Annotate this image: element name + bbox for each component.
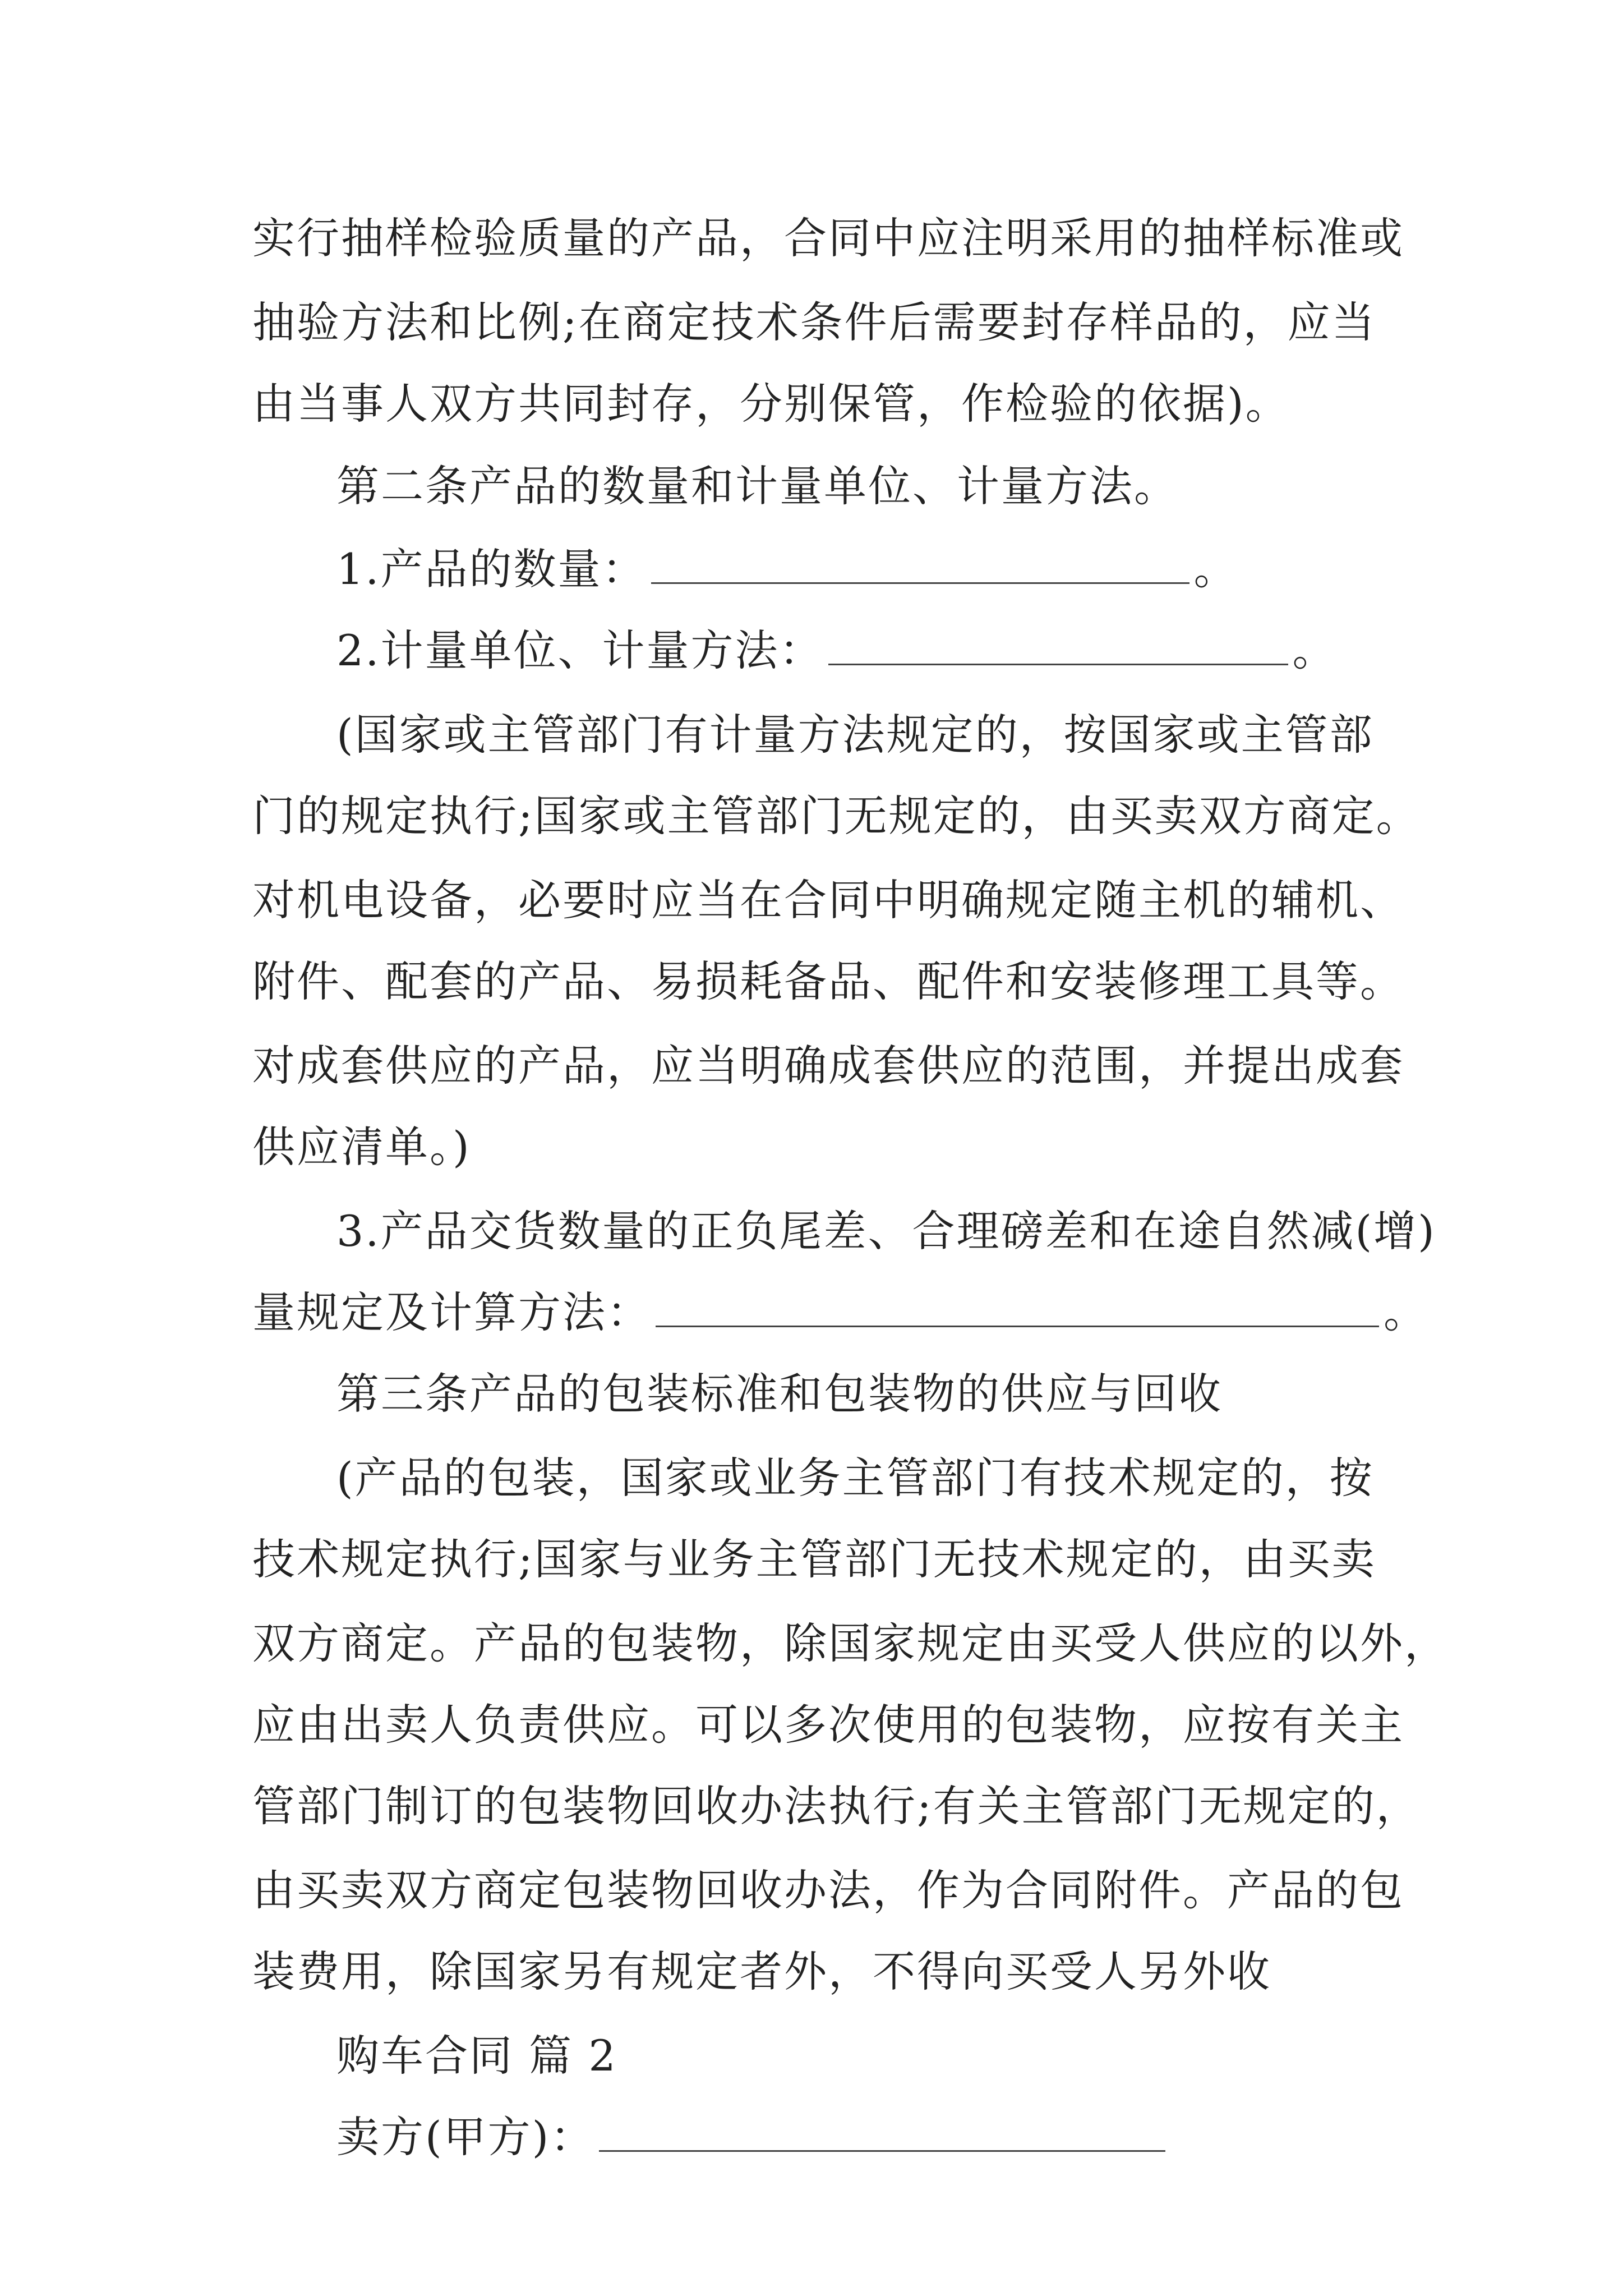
item-2-line xyxy=(336,620,1458,682)
paragraph-line: 对成套供应的产品，应当明确成套供应的范围，并提出成套 xyxy=(252,1041,1404,1091)
paragraph-line: 附件、配套的产品、易损耗备品、配件和安装修理工具等。 xyxy=(252,956,1404,1006)
paragraph-line: 由买卖双方商定包装物回收办法，作为合同附件。产品的包 xyxy=(252,1865,1404,1915)
unit-method-blank[interactable] xyxy=(828,624,1288,665)
paragraph-line: 管部门制订的包装物回收办法执行;有关主管部门无规定的， xyxy=(252,1781,1421,1831)
paragraph-line: 技术规定执行;国家与业务主管部门无技术规定的，由买卖 xyxy=(252,1534,1376,1584)
item-1-label: 1.产品的数量： xyxy=(336,544,647,594)
paragraph-line: 供应清单。) xyxy=(252,1122,471,1172)
item-3-line: 3.产品交货数量的正负尾差、合理磅差和在途自然减(增) xyxy=(336,1206,1436,1256)
quantity-blank[interactable] xyxy=(651,543,1189,584)
paragraph-line: 装费用，除国家另有规定者外，不得向买受人另外收 xyxy=(252,1947,1271,1996)
seller-label: 卖方(甲方)： xyxy=(336,2112,595,2162)
paragraph-line: (国家或主管部门有计量方法规定的，按国家或主管部 xyxy=(336,710,1374,760)
paragraph-line: 实行抽样检验质量的产品，合同中应注明采用的抽样标准或 xyxy=(252,213,1404,263)
paragraph-line: 应由出卖人负责供应。可以多次使用的包装物，应按有关主 xyxy=(252,1700,1404,1750)
seller-line xyxy=(336,2106,1458,2168)
paragraph-line: 门的规定执行;国家或主管部门无规定的，由买卖双方商定。 xyxy=(252,791,1421,841)
item-1-end: 。 xyxy=(1193,544,1238,594)
article-2-title: 第二条产品的数量和计量单位、计量方法。 xyxy=(336,461,1178,511)
paragraph-line: 抽验方法和比例;在商定技术条件后需要封存样品的，应当 xyxy=(252,297,1376,347)
calculation-blank[interactable] xyxy=(656,1286,1379,1327)
item-3-label: 量规定及计算方法： xyxy=(252,1287,651,1337)
paragraph-line: 对机电设备，必要时应当在合同中明确规定随主机的辅机、 xyxy=(252,875,1404,925)
article-3-title: 第三条产品的包装标准和包装物的供应与回收 xyxy=(336,1369,1223,1419)
item-1-line xyxy=(336,539,1458,600)
section-2-title: 购车合同 篇 2 xyxy=(336,2031,617,2081)
paragraph-line: 由当事人双方共同封存，分别保管，作检验的依据)。 xyxy=(252,379,1290,429)
item-3-end: 。 xyxy=(1384,1287,1428,1337)
paragraph-line: (产品的包装，国家或业务主管部门有技术规定的，按 xyxy=(336,1453,1374,1503)
item-2-label: 2.计量单位、计量方法： xyxy=(336,625,824,675)
paragraph-line: 双方商定。产品的包装物，除国家规定由买受人供应的以外， xyxy=(252,1618,1449,1668)
item-3-line-2 xyxy=(252,1282,1428,1343)
item-2-end: 。 xyxy=(1292,625,1337,675)
seller-blank[interactable] xyxy=(599,2111,1165,2152)
